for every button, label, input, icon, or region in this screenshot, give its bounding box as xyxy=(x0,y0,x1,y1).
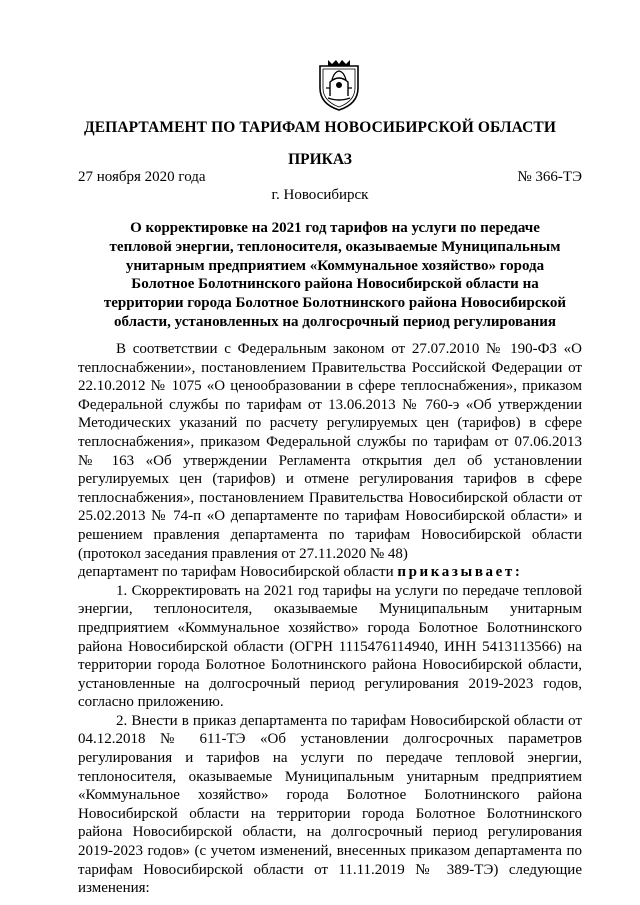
city: г. Новосибирск xyxy=(271,187,369,203)
orders-word: приказывает: xyxy=(397,564,523,581)
orders-intro: департамент по тарифам Новосибирской области xyxy=(78,564,394,581)
order-body xyxy=(78,340,582,898)
preamble-paragraph: В соответствии с Федеральным законом от 27.07.2010 № 190-ФЗ «О теплоснабжении», постановлением Правительства Российской Федерации от 22.10.2012 № 1075 «О ценообразовании в сфере теплоснабжения», приказом Федеральной службы по тарифам от 13.06.2013 № 760-э «Об утверждении Методических указаний по расчету регулируемых цен (тарифов) в сфере теплоснабжения», приказом Федеральной службы по тарифам от 07.06.2013 № 163 «Об утверждении Регламента открытия дел об установлении регулируемых цен (тарифов) и отмене регулирования тарифов в сфере теплоснабжения», постановлением Правительства Новосибирской области от 25.02.2013 № 74-п «О департаменте по тарифам Новосибирской области» и решением правления департамента по тарифам Новосибирской области (протокол заседания правления от 27.11.2020 № 48) xyxy=(78,341,582,562)
coat-of-arms-emblem xyxy=(316,58,362,112)
orders-paragraph xyxy=(78,563,582,582)
item-2-paragraph: 2. Внести в приказ департамента по тарифам Новосибирской области от 04.12.2018 № 611-ТЭ «Об установлении долгосрочных параметров регулирования и тарифов на услуги по передаче тепловой энергии, теплоносителя, оказываемые Муниципальным унитарным предприятием «Коммунальное хозяйство» города Болотное Болотнинского района Новосибирской области на территории города Болотное Болотнинского района Новосибирской области, на долгосрочный период регулирования 2019-2023 годов» (с учетом изменений, внесенных приказом департамента по тарифам Новосибирской области от 11.11.2019 № 389-ТЭ) следующие изменения: xyxy=(78,712,582,897)
department-name: ДЕПАРТАМЕНТ ПО ТАРИФАМ НОВОСИБИРСКОЙ ОБЛАСТИ xyxy=(83,119,557,136)
order-title: ПРИКАЗ xyxy=(288,151,352,168)
order-subject: О корректировке на 2021 год тарифов на услуги по передаче тепловой энергии, теплоносителя, оказываемые Муниципальным унитарным предприятием «Коммунальное хозяйство» города Болотное Болотнинского района Новосибирской области на территории города Болотное Болотнинского района Новосибирской области, установленных на долгосрочный период регулирования xyxy=(103,220,567,330)
order-number: № 366-ТЭ xyxy=(517,169,582,185)
item-1-paragraph: 1. Скорректировать на 2021 год тарифы на услуги по передаче тепловой энергии, теплоносителя, оказываемые Муниципальным унитарным предприятием «Коммунальное хозяйство» города Болотное Болотнинского района Новосибирской области (ОГРН 1115476114940, ИНН 5413113566) на территории города Болотное Болотнинского района Новосибирской области, установленные на долгосрочный период регулирования 2019-2023 годов, согласно приложению. xyxy=(78,582,582,711)
order-date: 27 ноября 2020 года xyxy=(78,169,206,185)
